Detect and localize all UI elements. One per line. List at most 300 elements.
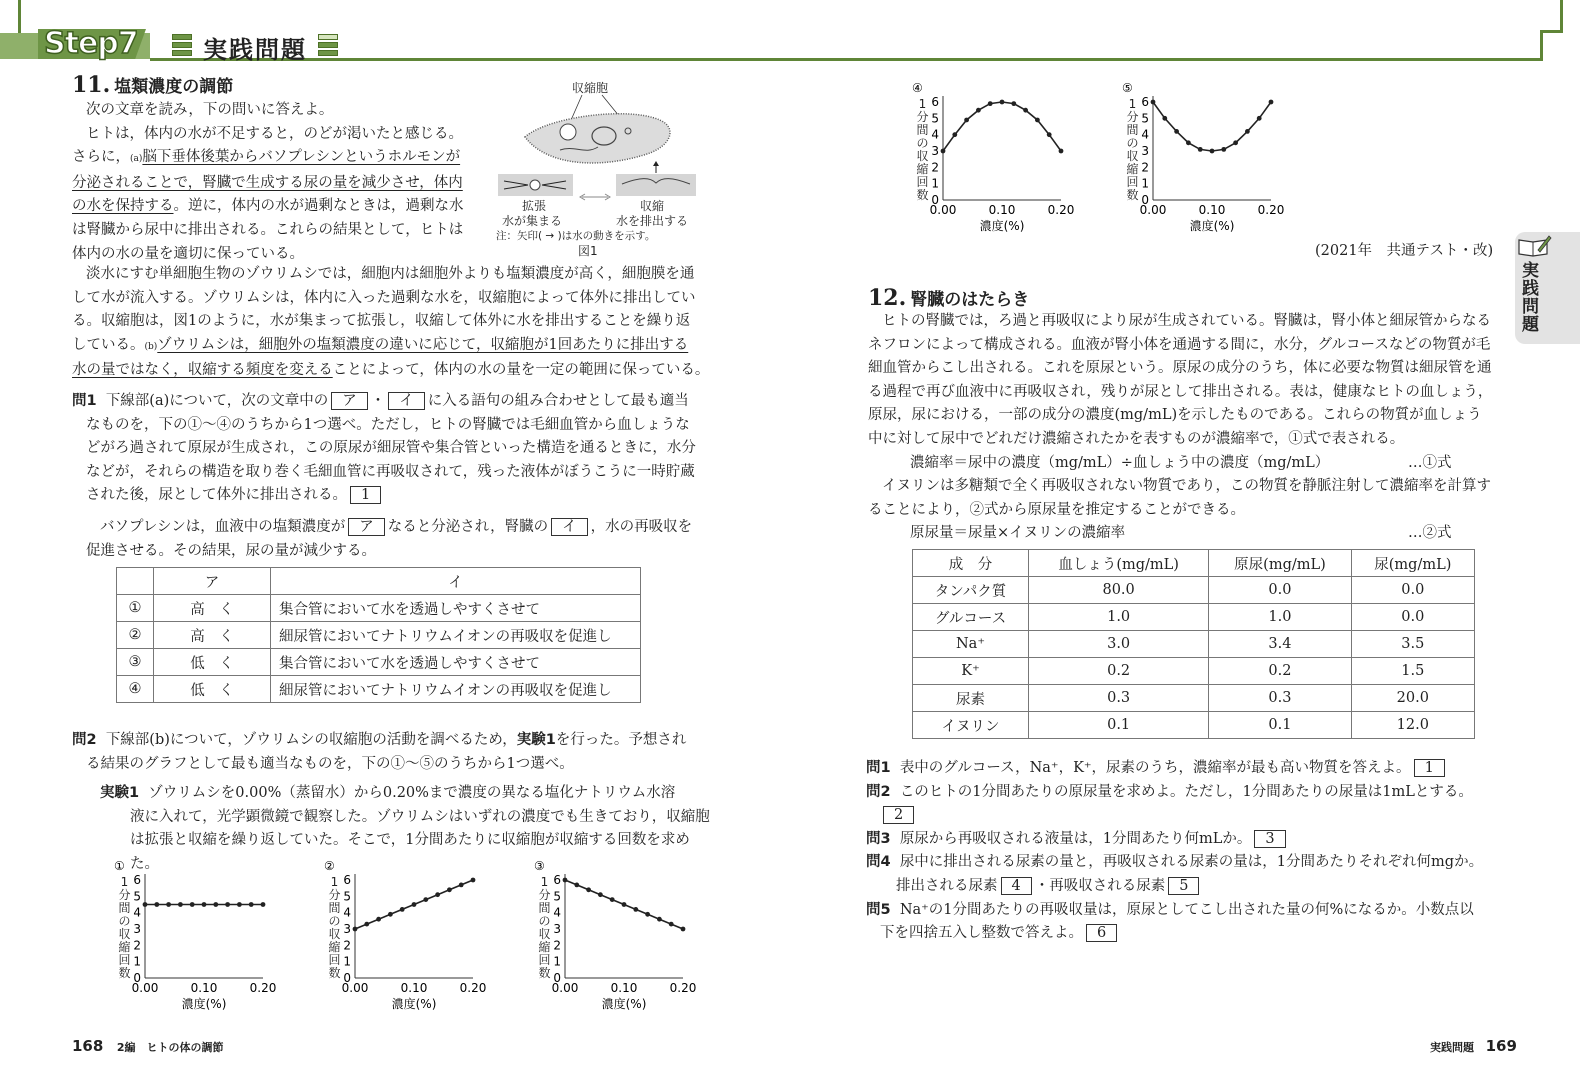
q12-question-4 [866, 851, 1516, 875]
mon1-line: どがろ過されて原尿が生成され，この原尿が細尿管や集合管といった構造を通るときに，水分 [86, 440, 696, 457]
data-point [471, 878, 476, 883]
table-cell: 3.4 [1209, 631, 1351, 658]
chart-number: ② [324, 859, 335, 873]
data-point [1011, 101, 1016, 106]
x-axis-label: 濃度(%) [391, 997, 437, 1011]
underline-a-text: 脳下垂体後葉からバソプレシンというホルモンが [142, 149, 461, 166]
data-point [166, 902, 171, 907]
text: している。 [72, 336, 145, 353]
table-cell: 20.0 [1351, 685, 1474, 712]
question-label: 問1 [866, 760, 891, 776]
q11-line [72, 146, 472, 172]
q11-line: 体内の水の量を適切に保っている。 [72, 245, 304, 262]
q11-line [72, 334, 712, 360]
x-tick-label: 0.20 [669, 981, 697, 995]
underline-b-text: 水の量ではなく，収縮する頻度を変える [72, 362, 333, 379]
y-axis-label: 1分間の収縮回数 [1126, 97, 1139, 202]
x-tick-label: 0.20 [1257, 203, 1285, 217]
data-point [423, 897, 428, 902]
data-point [633, 907, 638, 912]
data-point [237, 902, 242, 907]
mon1-sub-line: 促進させる。その結果，尿の量が減少する。 [86, 542, 376, 559]
y-tick-label: 5 [1141, 111, 1149, 126]
footer-right [1430, 1036, 1517, 1055]
data-point [598, 892, 603, 897]
x-tick-label: 0.00 [131, 981, 159, 995]
data-point [388, 912, 393, 917]
q12-line: る過程で再び血液中に再吸収され，残りが尿として排出される。表は，健康なヒトの血しょう， [868, 383, 1493, 400]
q11-mon2 [72, 729, 712, 877]
formula-2-tag: …②式 [1408, 525, 1452, 542]
table-cell: 0.0 [1351, 577, 1474, 604]
q11-para2 [72, 263, 712, 383]
y-tick-label: 1 [133, 954, 141, 969]
chart-number: ⑤ [1122, 81, 1133, 95]
y-tick-label: 2 [931, 160, 939, 175]
formula-1-text: 濃縮率＝尿中の濃度（mg/mL）÷血しょう中の濃度（mg/mL） [910, 454, 1330, 471]
table-header-row [117, 568, 641, 595]
exp-line1 [72, 782, 712, 806]
answer-box-2: 2 [883, 806, 914, 824]
q12-line: ヒトの腎臓では，ろ過と再吸収により尿が生成されている。腎臓は，腎小体と細尿管からなる [882, 313, 1491, 329]
table-cell: ③ [117, 649, 154, 676]
y-tick-label: 6 [343, 873, 351, 887]
data-point [1174, 129, 1179, 134]
table-cell: ① [117, 595, 154, 622]
y-tick-label: 1 [553, 954, 561, 969]
question-label: 問2 [866, 783, 891, 800]
fig-caption: 図1 [578, 244, 598, 258]
table-row [913, 577, 1475, 604]
data-point [657, 917, 662, 922]
data-point [586, 887, 591, 892]
section-right: 実践問題 [1430, 1041, 1474, 1054]
fig-note: 注：矢印( → )は水の動きを示す。 [496, 230, 656, 242]
y-tick-label: 6 [1141, 95, 1149, 109]
fig-label-contractile-vacuole: 収縮胞 [572, 81, 609, 95]
data-point [1269, 100, 1274, 105]
answer-box-5: 5 [1168, 877, 1199, 895]
data-point [988, 101, 993, 106]
y-tick-label: 3 [343, 922, 351, 936]
table-cell: 0.1 [1209, 712, 1351, 739]
table-row [117, 676, 641, 703]
q12-title [868, 285, 1029, 311]
q12-question-2 [866, 781, 1516, 805]
series-line [943, 102, 1061, 151]
page-number-right: 169 [1485, 1037, 1517, 1055]
data-point [1198, 147, 1203, 152]
table-cell: 集合管において水を透過しやすくさせて [271, 649, 641, 676]
data-point [1035, 118, 1040, 123]
answer-box-3: 3 [1254, 830, 1285, 848]
series-line [1153, 102, 1271, 151]
question-text: このヒトの1分間あたりの原尿量を求めよ。ただし，1分間あたりの尿量は1mLとする。 [899, 783, 1473, 800]
data-point [447, 887, 452, 892]
q12-question-3 [866, 828, 1516, 852]
q11-line [72, 359, 712, 383]
data-point [353, 927, 358, 932]
table-cell: ② [117, 622, 154, 649]
y-tick-label: 2 [1141, 160, 1149, 175]
data-point [1151, 100, 1156, 105]
underline-b-text: ゾウリムシは，細胞外の塩類濃度の違いに応じて，収縮胞が1回あたりに排出する [157, 336, 689, 353]
data-point [225, 902, 230, 907]
data-point [143, 902, 148, 907]
q11-title-text: 塩類濃度の調節 [114, 77, 234, 97]
table-cell: 0.1 [1028, 712, 1208, 739]
q11-line [72, 195, 472, 219]
chart-svg [910, 80, 1085, 240]
underline-a-text: 分泌されることで，腎臓で生成する尿の量を減少させ，体内 [72, 174, 463, 191]
y-tick-label: 4 [343, 905, 351, 920]
mon1-sub [72, 516, 712, 540]
data-point [941, 149, 946, 154]
chart-3 [532, 858, 707, 1022]
underline-a-text: の水を保持する [72, 198, 174, 215]
question-label: 問5 [866, 901, 891, 918]
y-axis-label: 1分間の収縮回数 [328, 875, 341, 980]
table-cell: 集合管において水を透過しやすくさせて [271, 595, 641, 622]
y-tick-label: 5 [133, 889, 141, 904]
y-tick-label: 4 [1141, 127, 1149, 142]
y-tick-label: 0 [931, 193, 939, 207]
blank-a: ア [348, 518, 385, 536]
x-tick-label: 0.00 [341, 981, 369, 995]
table-cell: 0.3 [1209, 685, 1351, 712]
x-tick-label: 0.00 [551, 981, 579, 995]
text: に入る語句の組み合わせとして最も適当 [427, 393, 689, 409]
text: を行った。予想され [555, 732, 687, 748]
table-header: イ [271, 568, 641, 595]
text: ，水の再吸収を [590, 518, 693, 535]
data-point [1186, 140, 1191, 145]
x-axis-label: 濃度(%) [1189, 219, 1235, 233]
table-cell: ④ [117, 676, 154, 703]
data-point [1245, 129, 1250, 134]
y-tick-label: 3 [931, 144, 939, 158]
experiment-label: 実験1 [100, 785, 140, 802]
q12-concentration-table [912, 549, 1475, 739]
table-cell: 1.5 [1351, 658, 1474, 685]
chart-number: ④ [912, 81, 923, 95]
blank-a: ア [331, 392, 368, 410]
book-pencil-icon [1516, 232, 1552, 258]
table-row [117, 649, 641, 676]
q12-para [868, 310, 1508, 546]
y-tick-label: 0 [343, 971, 351, 985]
chart-5 [1120, 80, 1295, 244]
data-point [1257, 116, 1262, 121]
y-axis-label: 1分間の収縮回数 [538, 875, 551, 980]
table-row [913, 685, 1475, 712]
data-point [364, 922, 369, 927]
y-tick-label: 0 [133, 971, 141, 985]
data-point [459, 883, 464, 888]
mon2-line2: る結果のグラフとして最も適当なものを，下の①〜⑤のうちから1つ選べ。 [86, 755, 574, 772]
formula-2-text: 原尿量＝尿量×イヌリンの濃縮率 [910, 525, 1126, 542]
table-cell: 低 く [154, 649, 271, 676]
y-tick-label: 4 [553, 905, 561, 920]
data-point [964, 118, 969, 123]
q11-line: は腎臓から尿中に排出される。これらの結果として，ヒトは [72, 221, 464, 238]
header-frame-right-vertical [1560, 0, 1563, 33]
q11-line: る。収縮胞は，図1のように，水が集まって拡張し，収縮して体外に水を排出することを繰り返 [72, 313, 691, 330]
page-title: 実践問題 [203, 36, 307, 64]
table-cell: タンパク質 [913, 577, 1029, 604]
table-header: ア [154, 568, 271, 595]
table-cell: 80.0 [1028, 577, 1208, 604]
data-point [610, 897, 615, 902]
fig-label-expel-water: 水を排出する [616, 214, 689, 228]
y-tick-label: 1 [931, 176, 939, 191]
blank-i: イ [551, 518, 588, 536]
q11-intro: 次の文章を読み，下の問いに答えよ。 [86, 102, 334, 118]
fig-label-expand: 拡張 [522, 199, 547, 213]
table-row [913, 604, 1475, 631]
table-cell: 0.3 [1028, 685, 1208, 712]
data-point [1047, 132, 1052, 137]
y-tick-label: 0 [553, 971, 561, 985]
chart-1 [112, 858, 287, 1022]
text: さらに， [72, 149, 130, 166]
y-tick-label: 5 [553, 889, 561, 904]
x-tick-label: 0.10 [1198, 203, 1226, 217]
text: 。逆に，体内の水が過剰なときは，過剰な水 [173, 198, 464, 215]
table-cell: 3.0 [1028, 631, 1208, 658]
underline-marker-b: (b) [144, 341, 158, 352]
data-point [1221, 147, 1226, 152]
table-cell: 細尿管においてナトリウムイオンの再吸収を促進し [271, 622, 641, 649]
table-cell: 1.0 [1028, 604, 1208, 631]
x-tick-label: 0.00 [929, 203, 957, 217]
question-text: Na⁺の1分間あたりの再吸収量は，原尿としてこし出された量の何%になるか。小数点以 [899, 901, 1474, 918]
data-point [249, 902, 254, 907]
table-cell: Na⁺ [913, 631, 1029, 658]
table-cell: 0.2 [1209, 658, 1351, 685]
footer-left [72, 1036, 224, 1055]
data-point [1023, 108, 1028, 113]
q12-line: ネフロンによって構成される。血液が腎小体を通過する間に，水分，グルコースなどの物質が毛 [868, 336, 1491, 353]
page-number-left: 168 [72, 1037, 104, 1055]
q12-line: 細血管からこし出される。これを原尿という。原尿の成分のうち，体に必要な物質は細尿管を通 [868, 360, 1492, 377]
question-text: 排出される尿素 [896, 877, 998, 894]
chart-svg [112, 858, 287, 1018]
chart-svg [322, 858, 497, 1018]
data-point [178, 902, 183, 907]
question-label: 問3 [866, 830, 891, 847]
fig-label-water-gathers: 水が集まる [502, 214, 563, 228]
header-rule [150, 58, 1543, 61]
table-cell: K⁺ [913, 658, 1029, 685]
table-cell: 1.0 [1209, 604, 1351, 631]
table-cell: 低 く [154, 676, 271, 703]
data-point [261, 902, 266, 907]
question-text: 尿中に排出される尿素の量と，再吸収される尿素の量は，1分間あたりそれぞれ何mgか。 [899, 854, 1484, 871]
question-text: ・再吸収される尿素 [1034, 877, 1166, 894]
y-tick-label: 4 [133, 905, 141, 920]
data-point [1233, 140, 1238, 145]
formula-1-tag: …①式 [1408, 454, 1452, 471]
answer-box-6: 6 [1086, 924, 1117, 942]
title-bars-right-icon [318, 34, 338, 56]
data-point [213, 902, 218, 907]
y-tick-label: 5 [931, 111, 939, 126]
q12-line: 原尿，尿における，一部の成分の濃度(mg/mL)を示したものである。これらの物質が血しょう [868, 407, 1482, 424]
answer-box-1: 1 [350, 486, 381, 504]
exp-line: 液に入れて，光学顕微鏡で観察した。ゾウリムシはいずれの濃度でも生きており，収縮胞 [130, 808, 710, 825]
data-point [622, 902, 627, 907]
table-cell: 0.0 [1351, 604, 1474, 631]
table-cell: 高 く [154, 622, 271, 649]
q11-number: 11. [72, 72, 111, 98]
formula-1 [868, 452, 1508, 476]
text: 下線部(b)について，ゾウリムシの収縮胞の活動を調べるため， [105, 732, 517, 748]
data-point [400, 907, 405, 912]
chart-4 [910, 80, 1085, 244]
data-point [1000, 100, 1005, 105]
x-tick-label: 0.10 [610, 981, 638, 995]
header-frame-left-vertical [18, 0, 21, 33]
fig-label-contract: 収縮 [640, 199, 665, 213]
question-label: 問4 [866, 854, 891, 871]
table-cell: 12.0 [1351, 712, 1474, 739]
q12-line: 中に対して尿中でどれだけ濃縮されたかを表すものが濃縮率で，①式で表される。 [868, 430, 1405, 447]
answer-box-1: 1 [1414, 759, 1445, 777]
experiment-ref: 実験1 [516, 732, 556, 748]
figure-1 [490, 75, 710, 265]
table-header [117, 568, 154, 595]
data-point [574, 883, 579, 888]
source-note: (2021年 共通テスト・改) [1315, 243, 1494, 259]
table-header: 血しょう(mg/mL) [1028, 550, 1208, 577]
blank-i: イ [388, 392, 425, 410]
y-tick-label: 6 [553, 873, 561, 887]
y-tick-label: 0 [1141, 193, 1149, 207]
table-cell: 尿素 [913, 685, 1029, 712]
chart-number: ③ [534, 859, 545, 873]
y-tick-label: 4 [931, 127, 939, 142]
y-tick-label: 6 [931, 95, 939, 109]
x-axis-label: 濃度(%) [181, 997, 227, 1011]
y-tick-label: 2 [133, 938, 141, 953]
x-axis-label: 濃度(%) [601, 997, 647, 1011]
x-tick-label: 0.20 [1047, 203, 1075, 217]
table-cell: イヌリン [913, 712, 1029, 739]
y-tick-label: 1 [343, 954, 351, 969]
text: ・ [370, 393, 386, 409]
data-point [681, 927, 686, 932]
table-header: 原尿(mg/mL) [1209, 550, 1351, 577]
text: された後，尿として体外に排出される。 [86, 487, 347, 504]
data-point [190, 902, 195, 907]
y-tick-label: 2 [553, 938, 561, 953]
mon2-line1 [72, 729, 712, 753]
chart-svg [1120, 80, 1295, 240]
data-point [1162, 116, 1167, 121]
x-tick-label: 0.20 [459, 981, 487, 995]
y-tick-label: 3 [553, 922, 561, 936]
data-point [154, 902, 159, 907]
q11-line: 淡水にすむ単細胞生物のゾウリムシでは，細胞内は細胞外よりも塩類濃度が高く，細胞膜を通 [86, 266, 695, 282]
q12-line: イヌリンは多糖類で全く再吸収されない物質であり，この物質を静脈注射して濃縮率を計算す [882, 478, 1491, 495]
q12-title-text: 腎臓のはたらき [910, 290, 1030, 310]
q11-mon1 [72, 390, 712, 563]
table-row [913, 658, 1475, 685]
table-row [913, 631, 1475, 658]
q11-line: して水が流入する。ゾウリムシは，体内に入った過剰な水を，収縮胞によって体外に排出してい [72, 289, 696, 306]
chart-svg [532, 858, 707, 1018]
table-header: 尿(mg/mL) [1351, 550, 1474, 577]
y-axis-label: 1分間の収縮回数 [118, 875, 131, 980]
table-cell: 高 く [154, 595, 271, 622]
q12-question-5 [866, 899, 1516, 923]
question-text: 下を四捨五入し整数で答えよ。 [880, 925, 1083, 942]
x-axis-label: 濃度(%) [979, 219, 1025, 233]
side-tab-label: 実践問題 [1522, 261, 1539, 335]
q12-question-2-box [866, 804, 1516, 828]
x-tick-label: 0.10 [400, 981, 428, 995]
x-tick-label: 0.20 [249, 981, 277, 995]
table-row [117, 622, 641, 649]
y-tick-label: 6 [133, 873, 141, 887]
data-point [412, 902, 417, 907]
chart-2 [322, 858, 497, 1022]
data-point [435, 892, 440, 897]
text: ことによって，体内の水の量を一定の範囲に保っている。 [332, 362, 710, 379]
chart-number: ① [114, 859, 125, 873]
step-label: Step7 [44, 26, 138, 61]
table-header: 成 分 [913, 550, 1029, 577]
q11-title [72, 72, 233, 98]
q12-number: 12. [868, 285, 907, 311]
x-tick-label: 0.10 [190, 981, 218, 995]
y-tick-label: 3 [1141, 144, 1149, 158]
text: バソプレシンは，血液中の塩類濃度が [100, 518, 346, 535]
q12-questions [866, 757, 1516, 946]
x-tick-label: 0.10 [988, 203, 1016, 217]
table-row [117, 595, 641, 622]
q12-line: ることにより，②式から原尿量を推定することができる。 [868, 501, 1245, 518]
table-cell: 0.2 [1028, 658, 1208, 685]
data-point [202, 902, 207, 907]
question-text: 原尿から再吸収される液量は，1分間あたり何mLか。 [899, 830, 1252, 847]
text: なると分泌され，腎臓の [387, 518, 549, 535]
text: ゾウリムシを0.00%（蒸留水）から0.20%まで濃度の異なる塩化ナトリウム水溶 [148, 785, 676, 802]
table-row [913, 712, 1475, 739]
q11-line: ヒトは，体内の水が不足すると，のどが渇いたと感じる。 [86, 125, 463, 142]
mon2-label: 問2 [72, 732, 97, 748]
mon1-line: なものを，下の①〜④のうちから1つ選べ。ただし，ヒトの腎臓では毛細血管から血しょうな [86, 416, 690, 433]
text: 下線部(a)について，次の文章中の [105, 393, 329, 409]
mon1-line [72, 484, 712, 508]
table-cell: グルコース [913, 604, 1029, 631]
y-tick-label: 5 [343, 889, 351, 904]
y-tick-label: 3 [133, 922, 141, 936]
underline-marker-a: (a) [130, 154, 143, 165]
y-tick-label: 1 [1141, 176, 1149, 191]
mon1-line: などが，それらの構造を取り巻く毛細血管に再吸収されて，残った液体がぼうこうに一時貯蔵 [86, 463, 695, 480]
data-point [1059, 149, 1064, 154]
title-bars-left-icon [172, 34, 192, 56]
x-tick-label: 0.00 [1139, 203, 1167, 217]
data-point [1210, 149, 1215, 154]
header-frame-step [1540, 30, 1543, 60]
q12-question-5-line2 [866, 922, 1516, 946]
q12-question-4-sub [866, 875, 1516, 899]
q11-choice-table [116, 567, 641, 703]
data-point [976, 108, 981, 113]
